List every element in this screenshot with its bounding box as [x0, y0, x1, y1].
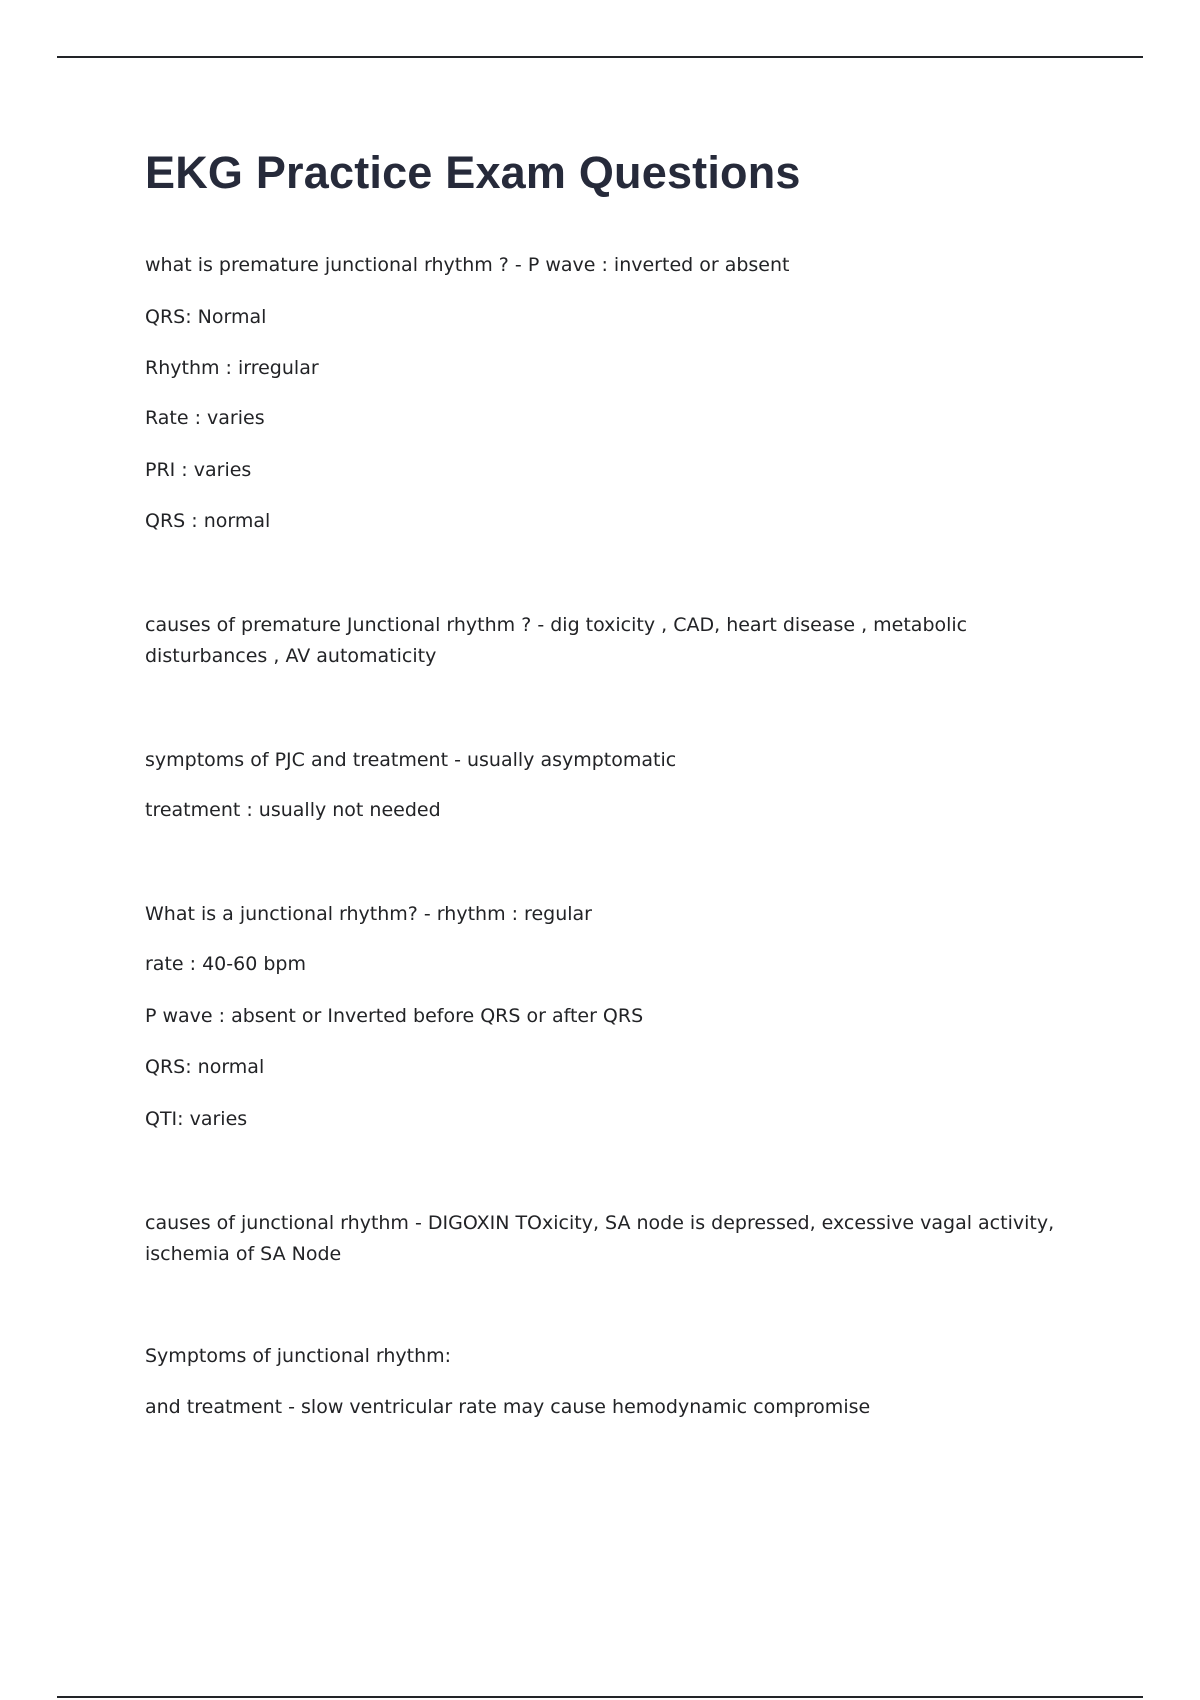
text-line: QRS: normal [145, 1056, 265, 1078]
text-line: treatment : usually not needed [145, 799, 441, 821]
text-line: Rhythm : irregular [145, 357, 319, 379]
text-line: Rate : varies [145, 407, 265, 429]
text-line: PRI : varies [145, 459, 252, 481]
text-line: causes of premature Junctional rhythm ? - dig toxicity , CAD, heart disease , metabolic disturbances , AV automaticity [145, 614, 968, 667]
page-title: EKG Practice Exam Questions [145, 147, 801, 198]
text-line: QRS : normal [145, 510, 271, 532]
text-line: Symptoms of junctional rhythm: [145, 1345, 452, 1367]
bottom-rule [57, 1696, 1143, 1698]
text-line: What is a junctional rhythm? - rhythm : regular [145, 903, 592, 925]
text-line: rate : 40-60 bpm [145, 953, 306, 975]
text-line: and treatment - slow ventricular rate may cause hemodynamic compromise [145, 1396, 871, 1418]
top-rule [57, 56, 1143, 58]
text-line: what is premature junctional rhythm ? - P wave : inverted or absent [145, 254, 790, 276]
text-line: symptoms of PJC and treatment - usually asymptomatic [145, 749, 677, 771]
text-line: P wave : absent or Inverted before QRS or after QRS [145, 1005, 644, 1027]
text-line: QTI: varies [145, 1108, 248, 1130]
text-line: QRS: Normal [145, 306, 267, 328]
text-line: causes of junctional rhythm - DIGOXIN TOxicity, SA node is depressed, excessive vagal activity, ischemia of SA Node [145, 1212, 1055, 1265]
